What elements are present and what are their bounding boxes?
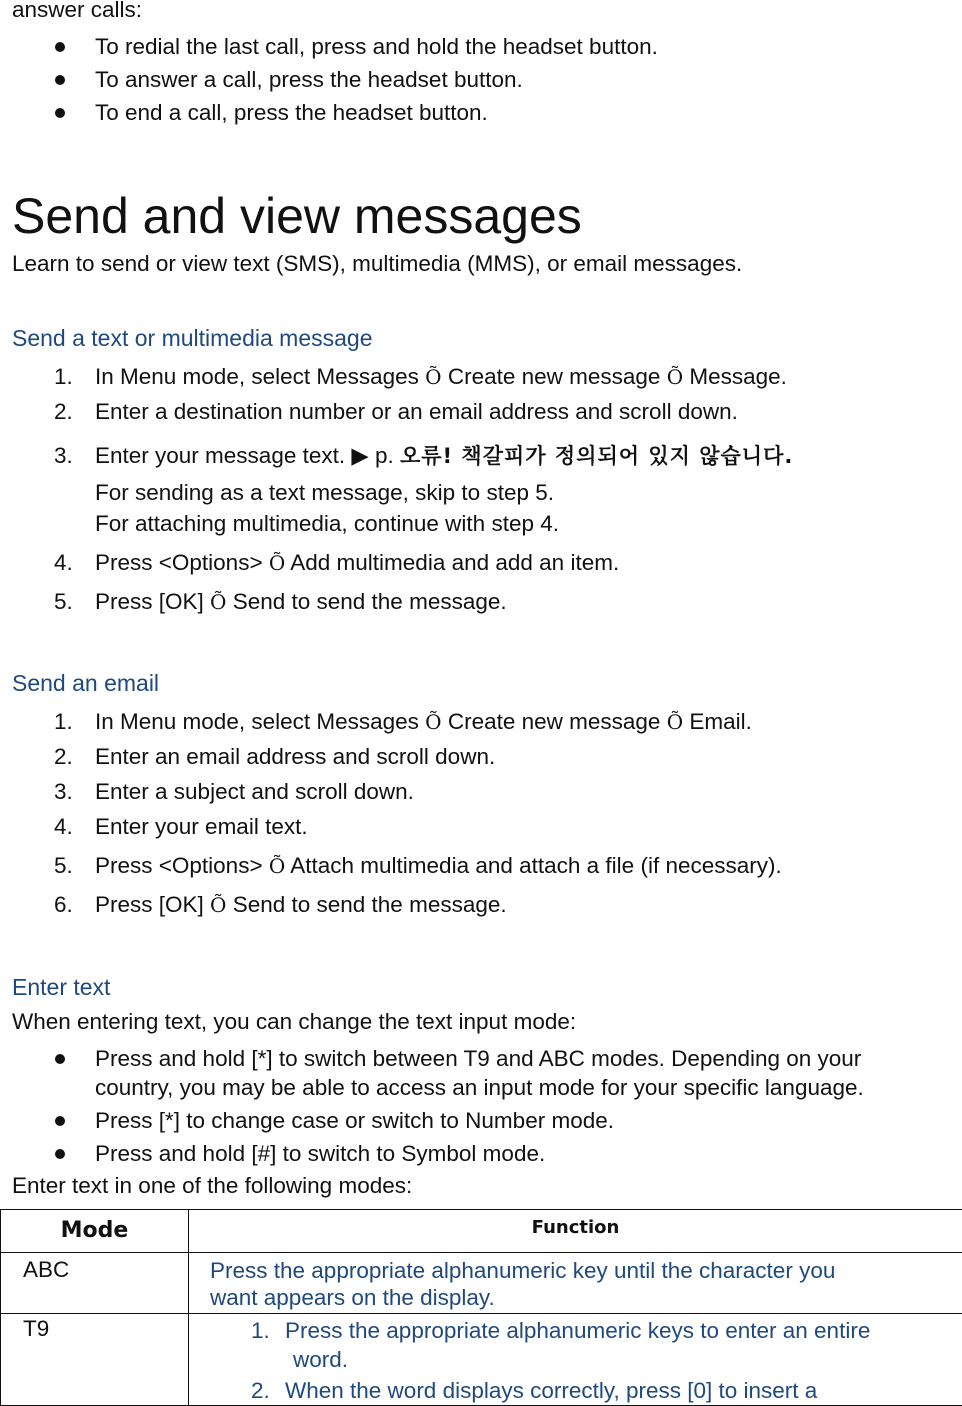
subheading-send-email: Send an email [12, 670, 159, 696]
email-step-6: Press [OK] Õ Send to send the message. [95, 892, 507, 918]
page-ref-arrow-icon: ▶ [351, 443, 368, 468]
intro-line: answer calls: [12, 0, 142, 23]
menu-arrow-icon: Õ [425, 365, 441, 389]
enter-text-bullet-1-line-2: country, you may be able to access an input mode for your specific language. [95, 1075, 864, 1101]
step-number: 5. [54, 589, 73, 615]
step-number: 3. [54, 443, 73, 469]
step-number: 5. [54, 853, 73, 879]
message-step-3: Enter your message text. ▶ p. 오류! 책갈피가 정의되어 있지 않습니다. [95, 443, 793, 469]
function-cell: 1. Press the appropriate alphanumeric keys to enter an entire word. 2. When the word displays correctly, press [0] to insert a [189, 1314, 962, 1406]
page-title: Send and view messages [12, 188, 582, 244]
mode-cell: T9 [1, 1314, 189, 1406]
step-number: 3. [54, 779, 73, 805]
email-step-3: Enter a subject and scroll down. [95, 779, 414, 805]
modes-intro: Enter text in one of the following modes: [12, 1173, 412, 1199]
message-step-4: Press <Options> Õ Add multimedia and add an item. [95, 550, 619, 576]
message-step-3-note-1: For sending as a text message, skip to step 5. [95, 480, 554, 506]
headset-bullet-redial: To redial the last call, press and hold the headset button. [95, 34, 658, 60]
enter-text-intro: When entering text, you can change the text input mode: [12, 1009, 576, 1035]
message-step-2: Enter a destination number or an email address and scroll down. [95, 399, 738, 425]
bullet-icon [55, 1149, 65, 1159]
modes-table [0, 1209, 962, 1406]
headset-bullet-answer: To answer a call, press the headset button. [95, 67, 523, 93]
step-number: 1. [54, 709, 73, 735]
message-step-5: Press [OK] Õ Send to send the message. [95, 589, 507, 615]
step-number: 4. [54, 814, 73, 840]
bullet-icon [55, 42, 65, 52]
email-step-5: Press <Options> Õ Attach multimedia and attach a file (if necessary). [95, 853, 782, 879]
email-step-2: Enter an email address and scroll down. [95, 744, 495, 770]
section-intro: Learn to send or view text (SMS), multimedia (MMS), or email messages. [12, 251, 742, 277]
menu-arrow-icon: Õ [269, 551, 285, 575]
mode-cell: ABC [1, 1253, 189, 1314]
bullet-icon [55, 75, 65, 85]
column-header-mode: Mode [1, 1210, 189, 1253]
email-step-1: In Menu mode, select Messages Õ Create new message Õ Email. [95, 709, 752, 735]
menu-arrow-icon: Õ [667, 710, 683, 734]
enter-text-bullet-2: Press [*] to change case or switch to Number mode. [95, 1108, 614, 1134]
step-number: 2. [54, 744, 73, 770]
table-header-row [1, 1210, 962, 1253]
function-cell: Press the appropriate alphanumeric key until the character you want appears on the display. [189, 1253, 962, 1314]
headset-bullet-end: To end a call, press the headset button. [95, 100, 488, 126]
message-step-1: In Menu mode, select Messages Õ Create new message Õ Message. [95, 364, 787, 390]
step-number: 2. [54, 399, 73, 425]
menu-arrow-icon: Õ [210, 590, 226, 614]
bullet-icon [55, 1116, 65, 1126]
subheading-enter-text: Enter text [12, 974, 110, 1000]
table-row-t9 [1, 1314, 962, 1406]
step-number: 4. [54, 550, 73, 576]
enter-text-bullet-3: Press and hold [#] to switch to Symbol mode. [95, 1141, 545, 1167]
bullet-icon [55, 1054, 65, 1064]
message-step-3-note-2: For attaching multimedia, continue with step 4. [95, 511, 559, 537]
menu-arrow-icon: Õ [210, 893, 226, 917]
email-step-4: Enter your email text. [95, 814, 308, 840]
subheading-send-message: Send a text or multimedia message [12, 325, 373, 351]
step-number: 1. [54, 364, 73, 390]
broken-bookmark-reference: 오류! 책갈피가 정의되어 있지 않습니다. [400, 444, 793, 468]
bullet-icon [55, 108, 65, 118]
step-number: 6. [54, 892, 73, 918]
column-header-function: Function [189, 1210, 962, 1253]
menu-arrow-icon: Õ [667, 365, 683, 389]
menu-arrow-icon: Õ [425, 710, 441, 734]
enter-text-bullet-1-line-1: Press and hold [*] to switch between T9 and ABC modes. Depending on your [95, 1046, 861, 1072]
table-row-abc [1, 1253, 962, 1314]
menu-arrow-icon: Õ [269, 854, 285, 878]
